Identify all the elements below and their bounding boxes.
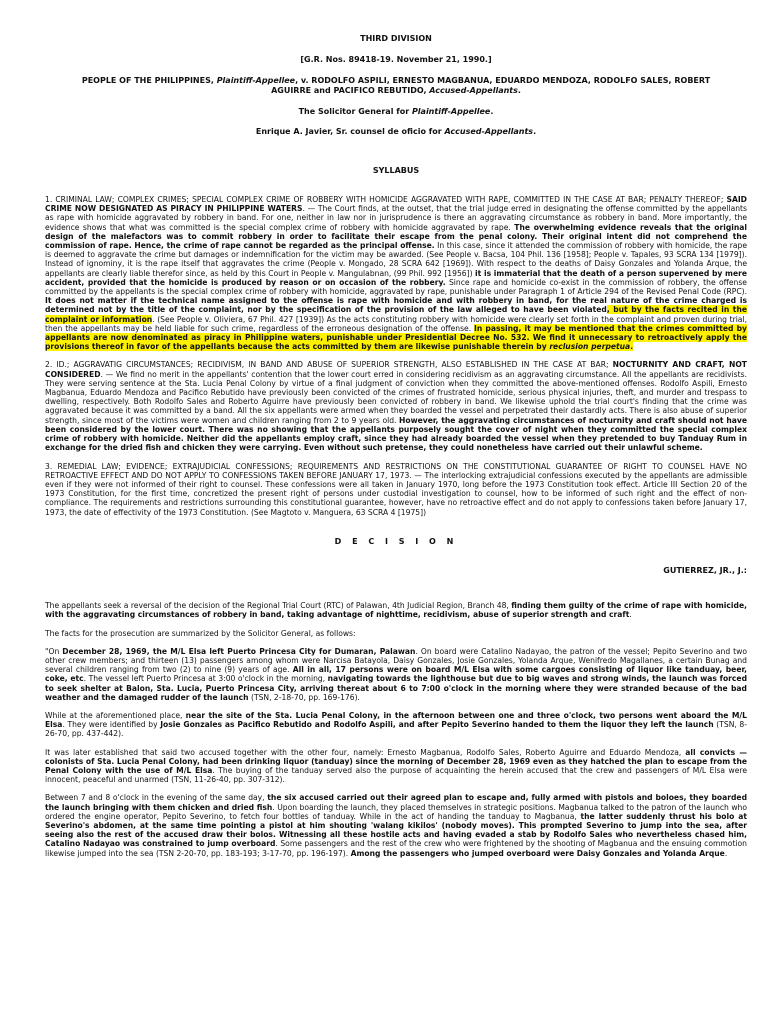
highlighted-text: In passing, it may be mentioned that the crimes committed by appellants are now denominated as piracy in Philippine waters, punishable under Presidential Decree No. 532. We find it unnecessary to retroactively apply the provisions thereof in favor of the appellants because the acts committed by them are likewise punishable therein by [45, 323, 747, 352]
party-role-appellee: Plaintiff-Appellee [216, 76, 296, 86]
party-people: PEOPLE OF THE PHILIPPINES, [81, 76, 217, 86]
syllabus-paragraph-1: 1. CRIMINAL LAW; COMPLEX CRIMES; SPECIAL COMPLEX CRIME OF ROBBERY WITH HOMICIDE AGGRAVATED WITH RAPE, COMMITTED IN THE CASE AT BAR; PENALTY THEREOF; SAID CRIME NOW DESIGNATED AS PIRACY IN PHILIPPINE WATERS. — The Court finds, at the outset, that the trial judge erred in designating the offense committed by the appellants as rape with homicide aggravated by robbery in band. For one, neither in law nor in jurisprudence is there an aggravating circumstance as robbery in band. More importantly, the evidence shows that what was committed is the special complex crime of robbery with homicide aggravated by rape. The overwhelming evidence reveals that the original design of the malefactors was to commit robbery in order to facilitate their escape from the penal colony. Their original intent did not comprehend the commission of rape. Hence, the crime of rape cannot be regarded as the principal offense. In this case, since it attended the commission of robbery with homicide, the rape is deemed to aggravate the crime but damages or indemnification for the victim may be awarded. (See People v. Bacsa, 104 Phil. 136 [1958]; People v. Tapales, 93 SCRA 134 [1979]). Instead of ignominy, it is the rape itself that aggravates the crime (People v. Mongado, 28 SCRA 642 [1969]). With respect to the deaths of Daisy Gonzales and Yolanda Arque, the appellants are clearly liable therefor since, as held by this Court in People v. Mangulabnan, (99 Phil. 992 [1956]) it is immaterial that the death of a person supervened by mere accident, provided that the homicide is produced by reason or on occasion of the robbery. Since rape and homicide co-exist in the commission of robbery, the offense committed by the appellants is the special complex crime of robbery with homicide, aggravated by rape, punishable under Paragraph 1 of Article 294 of the Revised Penal Code (RPC). It does not matter if the technical name assigned to the offense is rape with homicide and with robbery in band, for the real nature of the crime charged is determined not by the title of the complaint, nor by the specification of the provision of the law alleged to have been violated, but by the facts recited in the complaint or information. (See People v. Oliviera, 67 Phil. 427 [1939]) As the acts constituting robbery with homicide were clearly set forth in the complaint and proven during trial, then the appellants may be held liable for such crime, regardless of the erroneous designation of the offense. In passing, it may be mentioned that the crimes committed by appellants are now denominated as piracy in Philippine waters, punishable under Presidential Decree No. 532. We find it unnecessary to retroactively apply the provisions thereof in favor of the appellants because the acts committed by them are likewise punishable therein by reclusion perpetua. [45, 195, 748, 352]
counsel-line: Enrique A. Javier, Sr. counsel de oficio for Accused-Appellants. [255, 126, 537, 136]
highlighted-text: reclusion perpetua [549, 342, 631, 352]
case-number: [G.R. Nos. 89418-19. November 21, 1990.] [300, 55, 492, 65]
decision-paragraph-6: Between 7 and 8 o'clock in the evening of the same day, the six accused carried out their agreed plan to escape and, fully armed with pistols and boloes, they boarded the launch bringing with them chicken and dried fish. Upon boarding the launch, they placed themselves in strategic positions. Magbanua talked to the patron of the launch who ordered the engine operator, Pepito Severino, to fetch four bottles of tanduay. While in the act of handing the tanduay to Magbanua, the latter suddenly thrust his bolo at Severino's abdomen, at the same time pointing a pistol at him shouting 'walang kikilos' (nobody moves). This prompted Severino to jump into the sea, after seeing also the rest of the accused draw their bolos. Witnessing all these hostile acts and having evaded a stab by Rodolfo Sales who nevertheless chased him, Catalino Nadayao was constrained to jump overboard. Some passengers and the rest of the crew who were frightened by the shooting of Magbanua and the ensuing commotion likewise jumped into the sea (TSN 2-20-70, pp. 183-193; 3-17-70, pp. 196-197). Among the passengers who jumped overboard were Daisy Gonzales and Yolanda Arque. [45, 793, 748, 858]
decision-paragraph-3: "On December 28, 1969, the M/L Elsa left Puerto Princesa City for Dumaran, Palawan. On board were Catalino Nadayao, the patron of the vessel; Pepito Severino and two other crew members; and thirteen (13) passengers among whom were Narcisa Batayola, Daisy Gonzales, Josie Gonzales, Yolanda Arque, Wenifredo Magallanes, a certain Bunag and several children ranging from two (2) to nine (9) years of age. All in all, 17 persons were on board M/L Elsa with some cargoes consisting of liquor like tanduay, beer, coke, etc. The vessel left Puerto Princesa at 3:00 o'clock in the morning, navigating towards the lighthouse but due to big waves and strong winds, the launch was forced to seek shelter at Balon, Sta. Lucia, Puerto Princesa City, arriving thereat about 6 to 7:00 o'clock in the morning where they were stranded because of the bad weather and the damaged rudder of the launch (TSN, 2-18-70, pp. 169-176). [45, 646, 748, 702]
syllabus-paragraph-2: 2. ID.; AGGRAVATIG CIRCUMSTANCES; RECIDIVISM, IN BAND AND ABUSE OF SUPERIOR STRENGTH, ALSO ESTABLISHED IN THE CASE AT BAR; NOCTURNITY AND CRAFT, NOT CONSIDERED. — We find no merit in the appellants' contention that the lower court erred in considering recidivism as an aggravating circumstance. All the appellants are recidivists. They were serving sentence at the Sta. Lucia Penal Colony by virtue of a final judgment of conviction when they committed the above-mentioned offenses. Rodolfo Aspili, Ernesto Magbanua, Eduardo Mendoza and Pacifico Rebutido have previously been convicted of the crimes of frustrated homicide, serious physical injuries, theft, and murder and trespass to dwelling, respectively. Both Rodolfo Sales and Roberto Aguirre have previously been convicted of robbery in band. We likewise uphold the trial court's finding that the crime was aggravated because it was committed by a band. All the six appellants were armed when they boarded the vessel and perpetrated their dastardly acts. There is also abuse of superior strength, since most of the victims were women and children ranging from 2 to 9 years old. However, the aggravating circumstances of nocturnity and craft should not have been considered by the lower court. There was no showing that the appellants purposely sought the cover of night when they committed the special complex crime of robbery with homicide. Neither did the appellants employ craft, since they had already boarded the vessel when they pretended to buy Tanduay Rum in exchange for the dried fish and chicken they were carrying. Even without such pretense, they could nonetheless have carried out their unlawful scheme. [45, 360, 747, 453]
decision-heading: D E C I S I O N [334, 536, 458, 546]
party-role-appellants: Accused-Appellants [429, 85, 518, 95]
decision-paragraph-5: It was later established that said two accused together with the other four, namely: Ernesto Magbanua, Rodolfo Sales, Roberto Aguirre and Eduardo Mendoza, all convicts — colonists of Sta. Lucia Penal Colony, had been drinking liquor (tanduay) since the morning of December 28, 1969 even as they hatched the plan to escape from the Penal Colony with the use of M/L Elsa. The buying of the tanduay served also the purpose of acquainting the herein accused that the crew and passengers of M/L Elsa were innocent, peaceful and unarmed (TSN, 11-26-40, pp. 307-312). [45, 747, 747, 785]
division-heading: THIRD DIVISION [360, 34, 432, 43]
decision-paragraph-2: The facts for the prosecution are summarized by the Solicitor General, as follows: [45, 628, 356, 638]
solicitor-general-line: The Solicitor General for Plaintiff-Appellee. [298, 107, 494, 117]
highlighted-text: , but by the facts recited in the complaint or information [45, 305, 747, 324]
decision-paragraph-1: The appellants seek a reversal of the decision of the Regional Trial Court (RTC) of Palawan, 4th Judicial Region, Branch 48, finding them guilty of the crime of rape with homicide, with the aggravating circumstances of robbery in band, taking advantage of nighttime, recidivism, abuse of superior strength and craft. [45, 601, 747, 620]
decision-paragraph-4: While at the aforementioned place, near the site of the Sta. Lucia Penal Colony, in the afternoon between one and three o'clock, two persons went aboard the M/L Elsa. They were identified by Josie Gonzales as Pacifico Rebutido and Rodolfo Aspili, and after Pepito Severino handed to them the liquor they left the launch (TSN, 8-26-70, pp. 437-442). [45, 710, 747, 739]
syllabus-paragraph-3: 3. REMEDIAL LAW; EVIDENCE; EXTRAJUDICIAL CONFESSIONS; REQUIREMENTS AND RESTRICTIONS ON THE CONSTITUTIONAL GUARANTEE OF RIGHT TO COUNSEL HAVE NO RETROACTIVE EFFECT AND DO NOT APPLY TO CONFESSIONS TAKEN BEFORE JANUARY 17, 1973. — The interlocking extrajudicial confessions executed by the appellants are admissible even if they were not informed of their right to counsel. These confessions were all taken in January 1970, long before the 1973 Constitution took effect. Article III Section 20 of the 1973 Constitution, for the first time, concretized the present right of persons under custodial investigation to counsel, how to be informed of such right and the effect of non-compliance. The requirements and restrictions surrounding this constitutional guarantee, however, have no retroactive effect and do not apply to confessions taken before January 17, 1973, the date of effectivity of the 1973 Constitution. (See Magtoto v. Manguera, 63 SCRA 4 [1975]) [45, 461, 747, 517]
case-parties: PEOPLE OF THE PHILIPPINES, Plaintiff-Appellee, v. RODOLFO ASPILI, ERNESTO MAGBANUA, EDUARDO MENDOZA, RODOLFO SALES, ROBERT AGUIRRE and PACIFICO REBUTIDO, Accused-Appellants. [81, 76, 711, 95]
ponente: GUTIERREZ, JR., J.: [663, 565, 747, 575]
syllabus-heading: SYLLABUS [372, 165, 420, 175]
party-accused: , v. RODOLFO ASPILI, ERNESTO MAGBANUA, EDUARDO MENDOZA, RODOLFO SALES, ROBERT AGUIRRE and PACIFICO REBUTIDO, [271, 76, 711, 95]
